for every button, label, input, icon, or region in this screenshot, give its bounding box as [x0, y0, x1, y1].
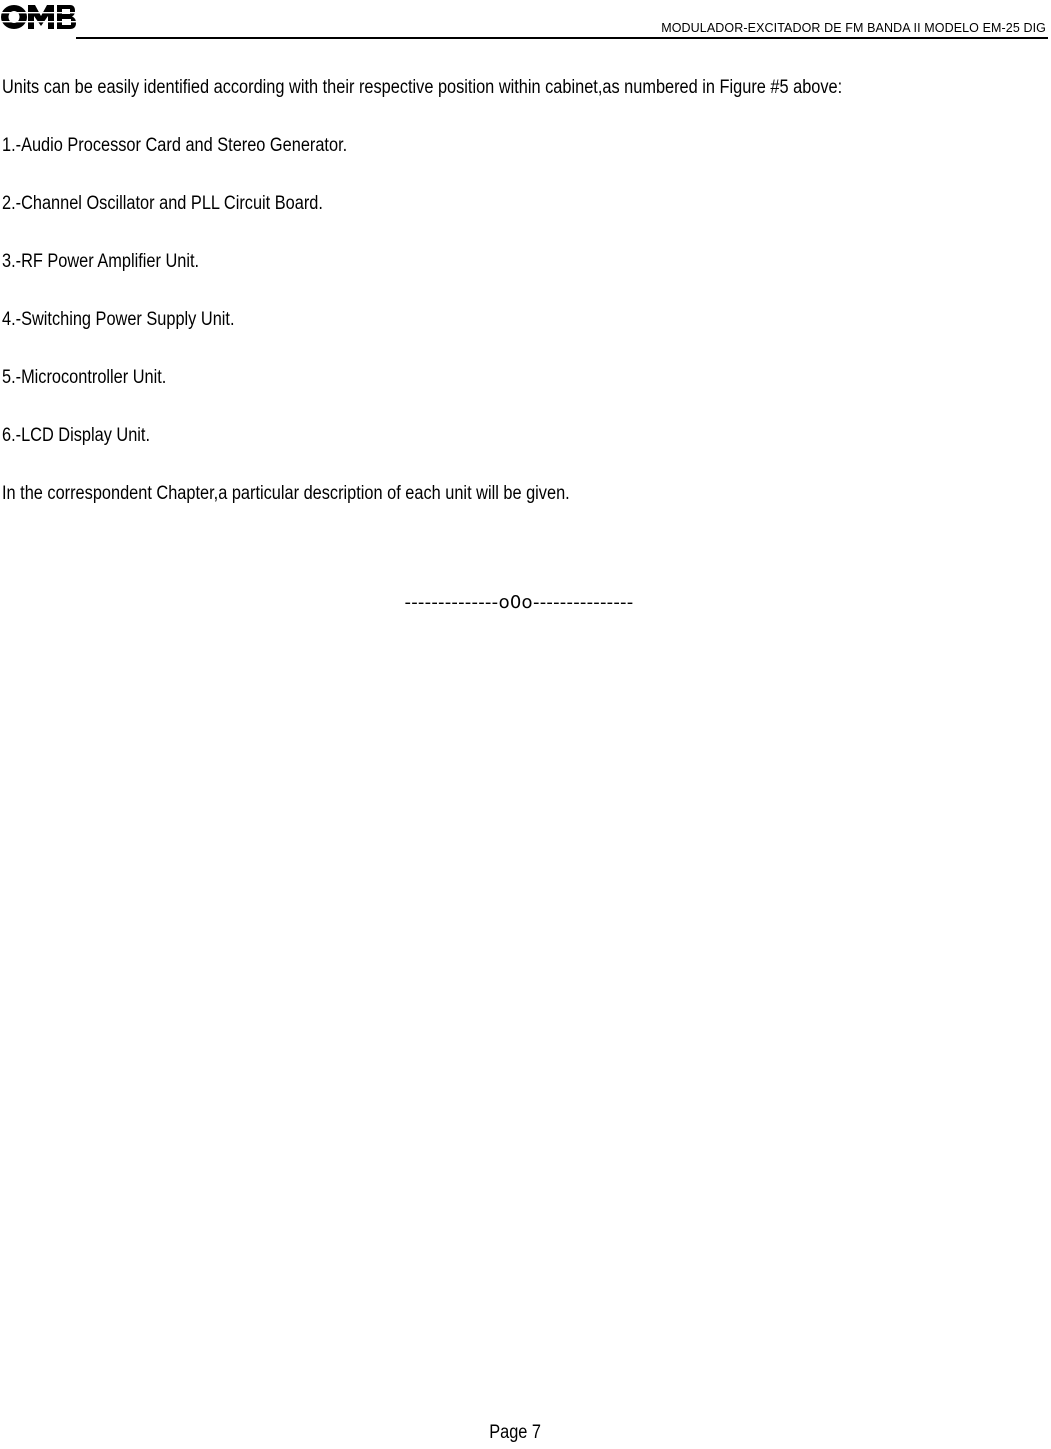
omb-logo — [0, 2, 76, 32]
page-header — [0, 0, 1051, 42]
document-body — [2, 74, 888, 507]
list-item: 6.-LCD Display Unit. — [2, 425, 151, 446]
list-item: 4.-Switching Power Supply Unit. — [2, 309, 235, 330]
intro-paragraph: Units can be easily identified according with their respective position within cabinet,as numbered in Figure #5 above: — [2, 77, 843, 98]
header-rule — [76, 37, 1048, 39]
page-number — [0, 1422, 1030, 1444]
list-item: 2.-Channel Oscillator and PLL Circuit Board. — [2, 193, 323, 214]
closing-paragraph: In the correspondent Chapter,a particular description of each unit will be given. — [2, 483, 570, 504]
section-separator: --------------o0o--------------- — [404, 592, 634, 613]
list-item: 1.-Audio Processor Card and Stereo Generator. — [2, 135, 348, 156]
list-item: 5.-Microcontroller Unit. — [2, 367, 167, 388]
document-title: MODULADOR-EXCITADOR DE FM BANDA II MODELO EM-25 DIG — [661, 21, 1046, 35]
list-item: 3.-RF Power Amplifier Unit. — [2, 251, 200, 272]
page-number-label: Page 7 — [489, 1422, 541, 1443]
